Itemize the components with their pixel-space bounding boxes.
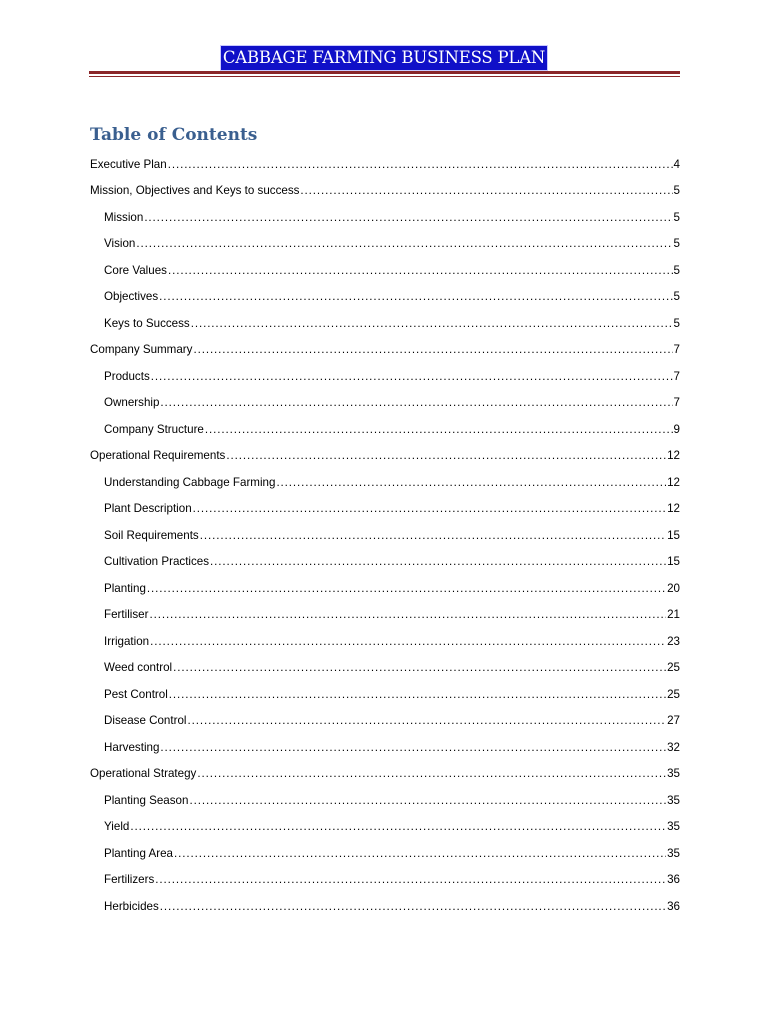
toc-entry-title[interactable]: Mission (104, 210, 144, 224)
header-rule-thin (89, 76, 680, 77)
toc-entry-page[interactable]: 5 (673, 316, 680, 330)
toc-entry[interactable] (90, 622, 680, 649)
toc-entry-title[interactable]: Pest Control (104, 687, 168, 701)
toc-dot-leader (168, 158, 673, 172)
toc-dot-leader (149, 608, 666, 622)
toc-heading: Table of Contents (90, 125, 258, 145)
document-title: CABBAGE FARMING BUSINESS PLAN (221, 46, 547, 70)
toc-entry-title[interactable]: Keys to Success (104, 316, 190, 330)
toc-dot-leader (159, 290, 672, 304)
toc-entry[interactable] (90, 357, 680, 384)
toc-dot-leader (200, 529, 666, 543)
toc-entry-title[interactable]: Operational Strategy (90, 767, 197, 780)
toc-entry-title[interactable]: Herbicides (104, 899, 159, 913)
toc-entry-page[interactable]: 25 (667, 687, 680, 701)
toc-entry-title[interactable]: Core Values (104, 263, 167, 277)
toc-dot-leader (193, 343, 672, 357)
toc-entry[interactable] (90, 145, 680, 172)
toc-entry[interactable] (90, 516, 680, 543)
toc-entry-title[interactable]: Disease Control (104, 714, 187, 727)
toc-entry[interactable] (90, 331, 680, 358)
toc-entry-title[interactable]: Harvesting (104, 740, 160, 754)
toc-entry-page[interactable]: 12 (667, 449, 680, 462)
toc-dot-leader (205, 423, 673, 437)
toc-entry-page[interactable]: 5 (673, 263, 680, 277)
toc-entry[interactable] (90, 410, 680, 437)
toc-entry-title[interactable]: Products (104, 369, 150, 383)
toc-dot-leader (130, 820, 666, 834)
header-rule-thick (89, 71, 680, 74)
toc-entry[interactable] (90, 463, 680, 490)
toc-entry-page[interactable]: 32 (667, 740, 680, 754)
toc-entry-page[interactable]: 35 (667, 820, 680, 833)
toc-entry-page[interactable]: 5 (673, 184, 680, 197)
toc-entry-title[interactable]: Plant Description (104, 502, 192, 515)
toc-entry-title[interactable]: Planting Season (104, 793, 189, 807)
toc-entry-page[interactable]: 27 (667, 714, 680, 727)
toc-entry-page[interactable]: 36 (667, 873, 680, 886)
toc-dot-leader (150, 635, 666, 649)
toc-dot-leader (160, 900, 666, 914)
toc-dot-leader (191, 317, 673, 331)
toc-entry-page[interactable]: 12 (667, 475, 680, 489)
toc-entry-title[interactable]: Vision (104, 237, 136, 250)
toc-dot-leader (187, 714, 666, 728)
toc-entry-page[interactable]: 36 (667, 899, 680, 913)
toc-dot-leader (155, 873, 666, 887)
toc-entry-page[interactable]: 7 (673, 396, 680, 409)
toc-entry-page[interactable]: 35 (667, 846, 680, 860)
toc-entry-title[interactable]: Planting (104, 581, 146, 595)
table-of-contents (90, 145, 680, 914)
toc-dot-leader (173, 661, 666, 675)
toc-entry-page[interactable]: 15 (667, 555, 680, 568)
toc-dot-leader (276, 476, 666, 490)
toc-entry[interactable] (90, 304, 680, 331)
toc-entry-title[interactable]: Understanding Cabbage Farming (104, 475, 276, 489)
toc-entry-title[interactable]: Company Structure (104, 422, 204, 436)
toc-entry[interactable] (90, 384, 680, 411)
toc-entry[interactable] (90, 543, 680, 570)
toc-entry-page[interactable]: 7 (673, 369, 680, 383)
toc-entry[interactable] (90, 702, 680, 729)
toc-entry[interactable] (90, 808, 680, 835)
toc-entry-title[interactable]: Fertilizers (104, 873, 155, 886)
toc-entry-title[interactable]: Soil Requirements (104, 528, 199, 542)
toc-entry[interactable] (90, 834, 680, 861)
toc-entry-title[interactable]: Fertiliser (104, 608, 149, 621)
toc-dot-leader (169, 688, 666, 702)
toc-entry-title[interactable]: Mission, Objectives and Keys to success (90, 184, 300, 197)
toc-entry[interactable] (90, 437, 680, 464)
toc-dot-leader (193, 502, 666, 516)
toc-entry[interactable] (90, 278, 680, 305)
toc-entry-title[interactable]: Objectives (104, 290, 159, 303)
toc-dot-leader (147, 582, 666, 596)
toc-entry[interactable] (90, 198, 680, 225)
toc-dot-leader (168, 264, 673, 278)
toc-dot-leader (151, 370, 673, 384)
toc-entry[interactable] (90, 172, 680, 199)
toc-entry-title[interactable]: Planting Area (104, 846, 173, 860)
toc-entry-title[interactable]: Irrigation (104, 634, 150, 648)
toc-dot-leader (174, 847, 666, 861)
toc-entry-page[interactable]: 25 (667, 661, 680, 674)
toc-entry-title[interactable]: Executive Plan (90, 157, 167, 171)
toc-entry-page[interactable]: 5 (673, 210, 680, 224)
toc-dot-leader (226, 449, 666, 463)
toc-entry[interactable] (90, 225, 680, 252)
toc-dot-leader (160, 396, 672, 410)
toc-dot-leader (160, 741, 666, 755)
toc-entry[interactable] (90, 490, 680, 517)
toc-dot-leader (144, 211, 672, 225)
toc-entry-page[interactable]: 12 (667, 502, 680, 515)
toc-entry-title[interactable]: Operational Requirements (90, 449, 226, 462)
toc-entry-page[interactable]: 4 (673, 157, 680, 171)
toc-entry[interactable] (90, 649, 680, 676)
toc-entry[interactable] (90, 596, 680, 623)
toc-entry[interactable] (90, 251, 680, 278)
toc-dot-leader (300, 184, 672, 198)
toc-entry-title[interactable]: Company Summary (90, 343, 193, 356)
document-header (0, 46, 768, 70)
toc-entry-title[interactable]: Ownership (104, 396, 160, 409)
toc-entry-title[interactable]: Weed control (104, 661, 173, 674)
toc-entry[interactable] (90, 781, 680, 808)
toc-entry-page[interactable]: 23 (667, 634, 680, 648)
toc-dot-leader (136, 237, 672, 251)
toc-entry-title[interactable]: Cultivation Practices (104, 555, 210, 568)
toc-entry[interactable] (90, 887, 680, 914)
toc-entry[interactable] (90, 675, 680, 702)
toc-entry[interactable] (90, 728, 680, 755)
toc-dot-leader (197, 767, 666, 781)
toc-entry-page[interactable]: 15 (667, 528, 680, 542)
toc-entry-page[interactable]: 35 (667, 767, 680, 780)
toc-entry[interactable] (90, 569, 680, 596)
toc-entry-title[interactable]: Yield (104, 820, 130, 833)
toc-entry-page[interactable]: 35 (667, 793, 680, 807)
toc-entry-page[interactable]: 20 (667, 581, 680, 595)
toc-entry-page[interactable]: 5 (673, 290, 680, 303)
toc-entry-page[interactable]: 5 (673, 237, 680, 250)
toc-entry-page[interactable]: 21 (667, 608, 680, 621)
toc-entry[interactable] (90, 861, 680, 888)
toc-entry-page[interactable]: 7 (673, 343, 680, 356)
toc-dot-leader (210, 555, 666, 569)
toc-entry[interactable] (90, 755, 680, 782)
toc-entry-page[interactable]: 9 (673, 422, 680, 436)
toc-dot-leader (189, 794, 666, 808)
